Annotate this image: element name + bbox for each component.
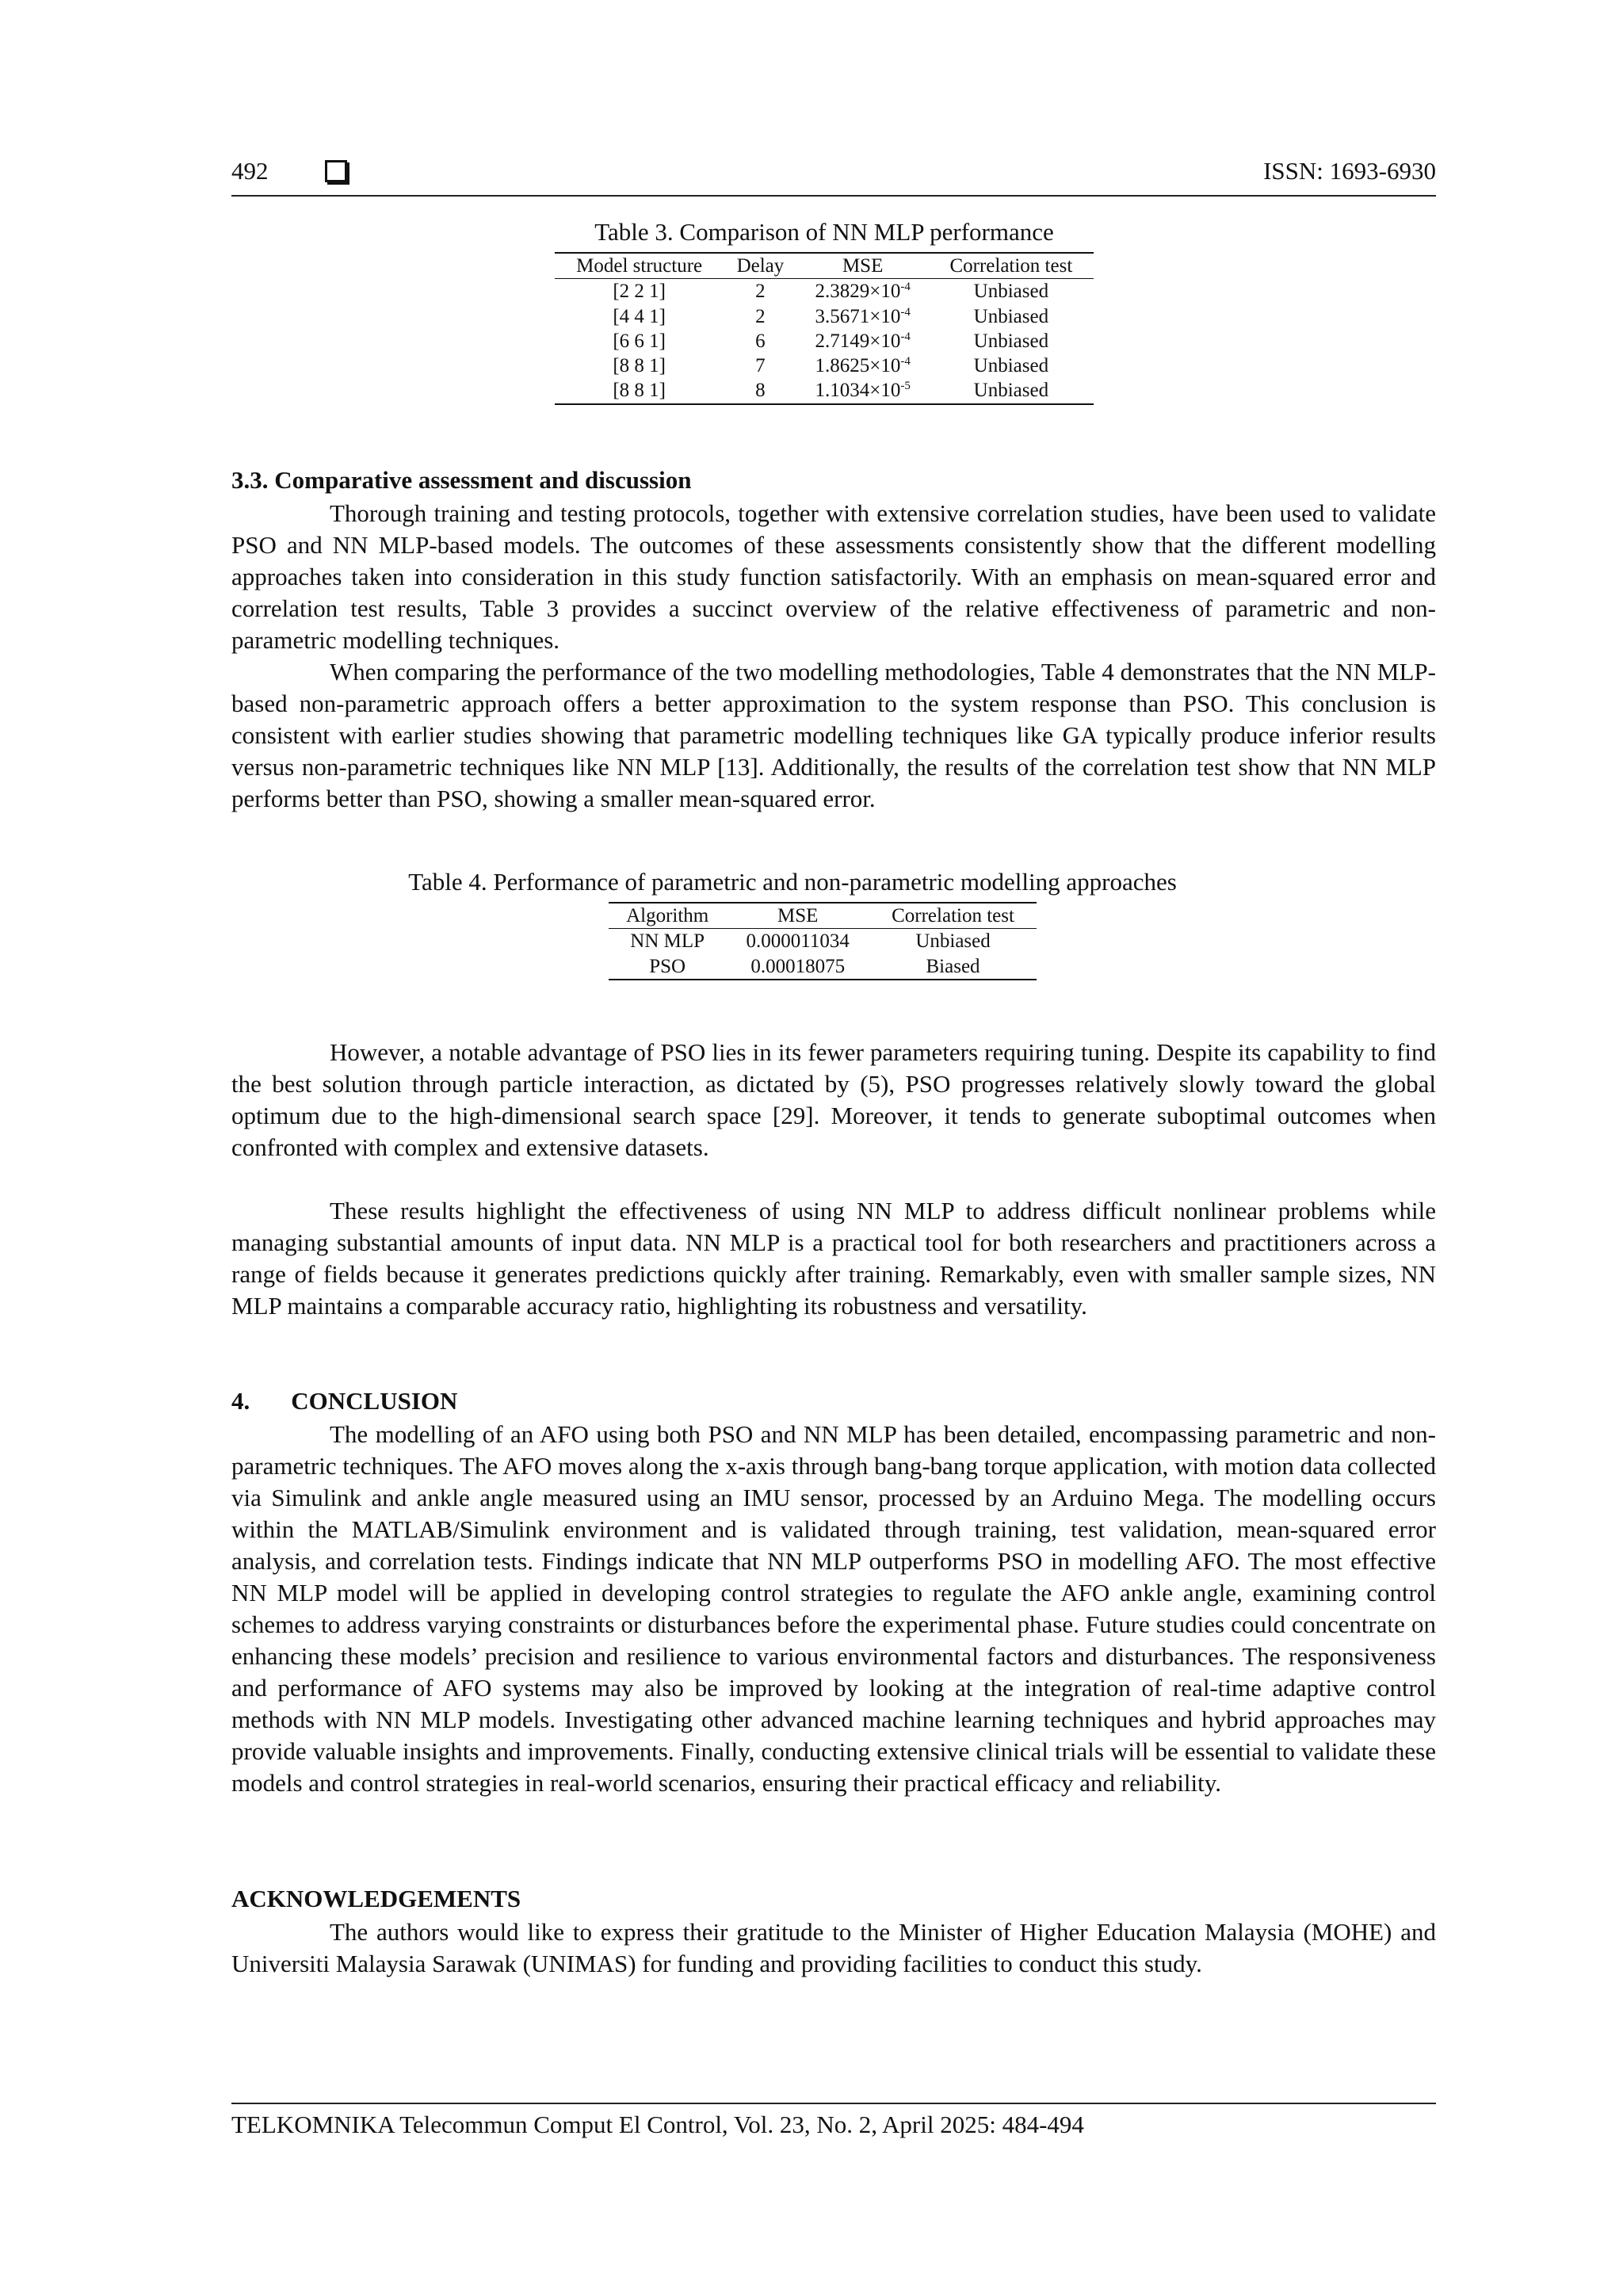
acknowledgements-paragraph: The authors would like to express their gratitude to the Minister of Higher Education Malaysia (MOHE) and Universiti Malaysia Sarawak (UNIMAS) for funding and providing facilities to conduct this study. — [231, 1918, 1436, 1977]
table4-header-row — [609, 903, 1037, 929]
model-cell: [2 2 1] — [613, 281, 666, 303]
table4-col-algorithm: Algorithm — [609, 903, 726, 929]
corr-cell: Unbiased — [973, 281, 1049, 303]
mse-cell: $1.1034\times 10^{-5}$ — [797, 378, 929, 403]
footer-citation: TELKOMNIKA Telecommun Comput El Control, Vol. 23, No. 2, April 2025: 484-494 — [231, 2111, 1084, 2138]
conclusion-title: CONCLUSION — [291, 1387, 458, 1415]
table4-caption: Table 4. Performance of parametric and non-parametric modelling approaches — [408, 868, 1177, 896]
mse-cell: $2.7149\times 10^{-4}$ — [815, 330, 911, 352]
table-row — [609, 954, 1037, 980]
algorithm-cell: PSO — [609, 954, 726, 980]
mse-cell: $2.3829\times 10^{-4}$ — [815, 281, 911, 303]
section-3-3-paragraph-1: Thorough training and testing protocols, together with extensive correlation studies, have been used to validate PSO and NN MLP-based models. The outcomes of these assessments consistently show that the different modelling approaches taken into consideration in this study function satisfactorily. With an emphasis on mean-squared error and correlation test results, Table 3 provides a succinct overview of the relative effectiveness of parametric and non-parametric modelling techniques. — [231, 499, 1436, 654]
corr-cell: Unbiased — [973, 355, 1049, 376]
table3-col-corr: Correlation test — [929, 253, 1094, 279]
page-footer — [231, 2103, 1436, 2139]
corr-cell: Unbiased — [915, 930, 991, 953]
table3-col-mse: MSE — [797, 253, 929, 279]
section-3-3-heading: 3.3. Comparative assessment and discussion — [231, 466, 692, 494]
model-cell: [6 6 1] — [613, 330, 666, 352]
table-row — [555, 329, 1094, 353]
table3-caption: Table 3. Comparison of NN MLP performance — [594, 218, 1054, 246]
corr-cell: Unbiased — [929, 378, 1094, 403]
table-row — [555, 353, 1094, 378]
corr-cell: Unbiased — [973, 305, 1049, 327]
delay-cell: 6 — [755, 330, 766, 352]
table-row — [609, 929, 1037, 954]
acknowledgements-heading: ACKNOWLEDGEMENTS — [231, 1885, 521, 1912]
conclusion-number: 4. — [231, 1387, 250, 1415]
page-header — [231, 154, 1436, 197]
table-row — [555, 304, 1094, 329]
model-cell: [4 4 1] — [613, 305, 666, 327]
section-3-3-paragraph-2: When comparing the performance of the two modelling methodologies, Table 4 demonstrates that the NN MLP-based non-parametric approach offers a better approximation to the system response than PSO. This conclusion is consistent with earlier studies showing that parametric modelling techniques like GA typically produce inferior results versus non-parametric techniques like NN MLP [13]. Additionally, the results of the correlation test show that NN MLP performs better than PSO, showing a smaller mean-squared error. — [231, 658, 1436, 812]
section-3-3-paragraph-3: However, a notable advantage of PSO lies in its fewer parameters requiring tuning. Despite its capability to find the best solution through particle interaction, as dictated by (5), PSO progresses relatively slowly toward the global optimum due to the high-dimensional search space [29]. Moreover, it tends to generate suboptimal outcomes when confronted with complex and extensive datasets. — [231, 1038, 1436, 1161]
delay-cell: 2 — [755, 305, 766, 327]
table4 — [609, 902, 1037, 980]
issn-label: ISSN: 1693-6930 — [1263, 157, 1436, 185]
table-row — [555, 378, 1094, 403]
corr-cell: Biased — [869, 954, 1037, 980]
model-cell: [8 8 1] — [613, 355, 666, 376]
table3-header-row — [555, 253, 1094, 279]
mse-cell: $1.8625\times 10^{-4}$ — [815, 355, 911, 376]
table3-col-delay: Delay — [724, 253, 796, 279]
algorithm-cell: NN MLP — [630, 930, 705, 953]
square-bullet-icon — [325, 160, 347, 182]
mse-cell: 0.000011034 — [746, 930, 850, 953]
delay-cell: 8 — [724, 378, 796, 403]
conclusion-heading — [231, 1387, 457, 1415]
mse-cell: $3.5671\times 10^{-4}$ — [815, 305, 911, 327]
table-row — [555, 279, 1094, 304]
table3 — [555, 252, 1094, 405]
model-cell: [8 8 1] — [555, 378, 724, 403]
table4-col-corr: Correlation test — [869, 903, 1037, 929]
section-3-3-paragraph-4: These results highlight the effectiveness of using NN MLP to address difficult nonlinear problems while managing substantial amounts of input data. NN MLP is a practical tool for both researchers and practitioners across a range of fields because it generates predictions quickly after training. Remarkably, even with smaller sample sizes, NN MLP maintains a comparable accuracy ratio, highlighting its robustness and versatility. — [231, 1197, 1436, 1320]
delay-cell: 2 — [755, 281, 766, 303]
mse-cell: 0.00018075 — [726, 954, 869, 980]
table4-col-mse: MSE — [726, 903, 869, 929]
conclusion-paragraph: The modelling of an AFO using both PSO and NN MLP has been detailed, encompassing parametric and non-parametric techniques. The AFO moves along the x-axis through bang-bang torque application, with motion data collected via Simulink and ankle angle measured using an IMU sensor, processed by an Arduino Mega. The modelling occurs within the MATLAB/Simulink environment and is validated through training, test validation, mean-squared error analysis, and correlation tests. Findings indicate that NN MLP outperforms PSO in modelling AFO. The most effective NN MLP model will be applied in developing control strategies to regulate the AFO ankle angle, examining control schemes to address varying constraints or disturbances before the experimental phase. Future studies could concentrate on enhancing these models’ precision and resilience to various environmental factors and disturbances. The responsiveness and performance of AFO systems may also be improved by looking at the integration of real-time adaptive control methods with NN MLP models. Investigating other advanced machine learning techniques and hybrid approaches may provide valuable insights and improvements. Finally, conducting extensive clinical trials will be essential to validate these models and control strategies in real-world scenarios, ensuring their practical efficacy and reliability. — [231, 1420, 1436, 1797]
delay-cell: 7 — [755, 355, 766, 376]
table3-col-model: Model structure — [555, 253, 724, 279]
corr-cell: Unbiased — [973, 330, 1049, 352]
page-number: 492 — [231, 157, 269, 185]
